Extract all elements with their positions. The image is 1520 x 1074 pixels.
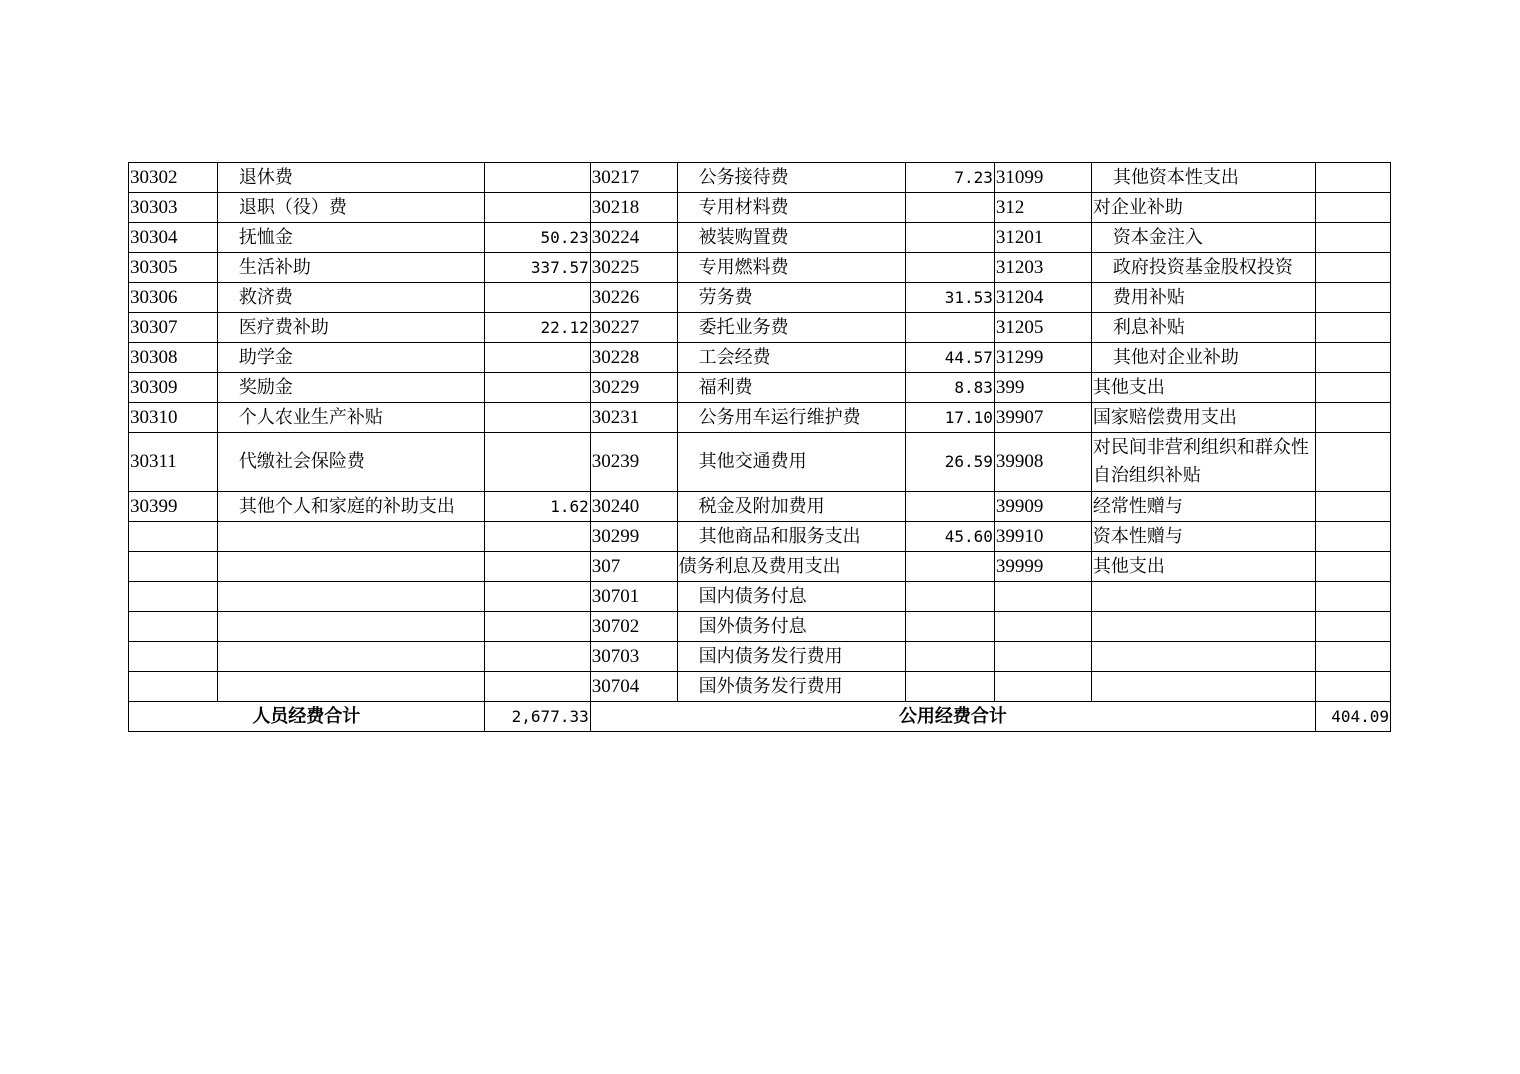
table-row <box>129 642 1391 672</box>
item-name: 利息补贴 <box>1091 313 1315 343</box>
item-code: 30303 <box>129 193 218 223</box>
item-amount: 337.57 <box>484 253 590 283</box>
item-code <box>129 672 218 702</box>
public-total-label: 公用经费合计 <box>590 702 1315 732</box>
item-code: 30302 <box>129 163 218 193</box>
item-amount <box>905 193 994 223</box>
item-amount <box>1316 642 1391 672</box>
item-amount: 45.60 <box>905 522 994 552</box>
item-code: 39999 <box>994 552 1091 582</box>
item-amount <box>1316 612 1391 642</box>
table-row <box>129 223 1391 253</box>
item-code: 31204 <box>994 283 1091 313</box>
item-name: 债务利息及费用支出 <box>677 552 905 582</box>
item-code: 30704 <box>590 672 677 702</box>
table-row <box>129 313 1391 343</box>
item-code: 30239 <box>590 433 677 492</box>
item-name: 对企业补助 <box>1091 193 1315 223</box>
item-amount <box>1316 283 1391 313</box>
item-code: 39907 <box>994 403 1091 433</box>
item-name: 劳务费 <box>677 283 905 313</box>
item-code: 399 <box>994 373 1091 403</box>
item-name: 国内债务发行费用 <box>677 642 905 672</box>
item-name: 税金及附加费用 <box>677 492 905 522</box>
table-row <box>129 283 1391 313</box>
item-code <box>129 552 218 582</box>
item-code: 39908 <box>994 433 1091 492</box>
item-name <box>1091 612 1315 642</box>
item-amount <box>484 433 590 492</box>
item-code: 39910 <box>994 522 1091 552</box>
item-code: 30306 <box>129 283 218 313</box>
item-amount <box>484 522 590 552</box>
item-name <box>217 582 484 612</box>
item-amount <box>484 672 590 702</box>
table-row <box>129 163 1391 193</box>
item-amount <box>905 253 994 283</box>
item-code <box>129 612 218 642</box>
item-code: 30217 <box>590 163 677 193</box>
item-name: 其他商品和服务支出 <box>677 522 905 552</box>
expense-table-body <box>129 163 1391 732</box>
item-amount <box>1316 223 1391 253</box>
item-amount <box>1316 403 1391 433</box>
item-name: 救济费 <box>217 283 484 313</box>
item-amount <box>905 223 994 253</box>
item-name: 其他对企业补助 <box>1091 343 1315 373</box>
item-amount <box>484 612 590 642</box>
table-row <box>129 253 1391 283</box>
item-amount: 31.53 <box>905 283 994 313</box>
item-name: 个人农业生产补贴 <box>217 403 484 433</box>
item-name: 对民间非营利组织和群众性自治组织补贴 <box>1091 433 1315 492</box>
item-name: 经常性赠与 <box>1091 492 1315 522</box>
item-code: 30228 <box>590 343 677 373</box>
item-name: 国外债务付息 <box>677 612 905 642</box>
item-code: 30227 <box>590 313 677 343</box>
item-amount <box>484 343 590 373</box>
totals-row <box>129 702 1391 732</box>
item-amount <box>1316 253 1391 283</box>
item-name <box>217 522 484 552</box>
item-name: 其他支出 <box>1091 552 1315 582</box>
item-name: 其他支出 <box>1091 373 1315 403</box>
table-row <box>129 403 1391 433</box>
item-code: 31299 <box>994 343 1091 373</box>
item-code: 30226 <box>590 283 677 313</box>
table-row <box>129 492 1391 522</box>
item-code: 30399 <box>129 492 218 522</box>
item-code <box>129 642 218 672</box>
item-code: 31205 <box>994 313 1091 343</box>
item-amount <box>905 642 994 672</box>
item-amount <box>1316 433 1391 492</box>
item-code: 31203 <box>994 253 1091 283</box>
item-code: 30310 <box>129 403 218 433</box>
item-name: 资本金注入 <box>1091 223 1315 253</box>
item-code: 312 <box>994 193 1091 223</box>
item-code <box>994 642 1091 672</box>
table-row <box>129 193 1391 223</box>
item-amount: 44.57 <box>905 343 994 373</box>
item-code: 307 <box>590 552 677 582</box>
item-amount <box>905 313 994 343</box>
item-code: 30299 <box>590 522 677 552</box>
item-amount <box>1316 672 1391 702</box>
item-name: 公务用车运行维护费 <box>677 403 905 433</box>
item-amount <box>905 552 994 582</box>
item-amount: 50.23 <box>484 223 590 253</box>
item-amount <box>484 403 590 433</box>
table-row <box>129 343 1391 373</box>
item-code: 30701 <box>590 582 677 612</box>
item-code <box>129 582 218 612</box>
expense-table <box>128 162 1391 732</box>
item-name: 其他交通费用 <box>677 433 905 492</box>
item-code: 39909 <box>994 492 1091 522</box>
item-amount <box>1316 163 1391 193</box>
item-name: 委托业务费 <box>677 313 905 343</box>
item-name: 福利费 <box>677 373 905 403</box>
item-amount <box>905 582 994 612</box>
item-name: 退休费 <box>217 163 484 193</box>
item-name: 资本性赠与 <box>1091 522 1315 552</box>
item-amount: 7.23 <box>905 163 994 193</box>
item-amount <box>1316 313 1391 343</box>
item-name <box>1091 642 1315 672</box>
item-amount <box>1316 582 1391 612</box>
item-amount <box>1316 193 1391 223</box>
item-amount <box>905 672 994 702</box>
item-code: 30304 <box>129 223 218 253</box>
item-code: 30224 <box>590 223 677 253</box>
item-amount: 8.83 <box>905 373 994 403</box>
item-amount <box>1316 343 1391 373</box>
item-amount <box>484 582 590 612</box>
expense-table-container <box>128 162 1391 732</box>
item-name: 其他个人和家庭的补助支出 <box>217 492 484 522</box>
item-name: 退职（役）费 <box>217 193 484 223</box>
item-amount <box>484 283 590 313</box>
table-row <box>129 522 1391 552</box>
item-amount <box>905 492 994 522</box>
item-name: 工会经费 <box>677 343 905 373</box>
table-row <box>129 582 1391 612</box>
item-code <box>994 582 1091 612</box>
item-code: 30308 <box>129 343 218 373</box>
item-name: 抚恤金 <box>217 223 484 253</box>
item-code: 30702 <box>590 612 677 642</box>
item-name: 奖励金 <box>217 373 484 403</box>
item-code <box>994 612 1091 642</box>
item-name: 国外债务发行费用 <box>677 672 905 702</box>
item-name <box>1091 672 1315 702</box>
item-code: 30307 <box>129 313 218 343</box>
item-name: 代缴社会保险费 <box>217 433 484 492</box>
item-name: 公务接待费 <box>677 163 905 193</box>
item-name <box>217 642 484 672</box>
item-amount <box>484 373 590 403</box>
item-name: 助学金 <box>217 343 484 373</box>
item-amount <box>1316 373 1391 403</box>
table-row <box>129 612 1391 642</box>
table-row <box>129 433 1391 492</box>
item-code: 30231 <box>590 403 677 433</box>
item-code: 30218 <box>590 193 677 223</box>
item-name: 费用补贴 <box>1091 283 1315 313</box>
item-name: 国内债务付息 <box>677 582 905 612</box>
item-name <box>217 552 484 582</box>
item-name: 专用材料费 <box>677 193 905 223</box>
item-amount <box>1316 552 1391 582</box>
item-amount: 26.59 <box>905 433 994 492</box>
item-amount: 22.12 <box>484 313 590 343</box>
item-amount: 1.62 <box>484 492 590 522</box>
item-code: 30311 <box>129 433 218 492</box>
item-code <box>129 522 218 552</box>
item-code: 30309 <box>129 373 218 403</box>
item-amount: 17.10 <box>905 403 994 433</box>
item-amount <box>1316 492 1391 522</box>
item-code: 30225 <box>590 253 677 283</box>
item-amount <box>484 163 590 193</box>
item-code: 30703 <box>590 642 677 672</box>
personnel-total-value: 2,677.33 <box>484 702 590 732</box>
item-code: 30305 <box>129 253 218 283</box>
item-code: 30240 <box>590 492 677 522</box>
item-amount <box>484 552 590 582</box>
item-name: 生活补助 <box>217 253 484 283</box>
item-amount <box>484 193 590 223</box>
table-row <box>129 672 1391 702</box>
item-name: 被装购置费 <box>677 223 905 253</box>
item-name: 国家赔偿费用支出 <box>1091 403 1315 433</box>
item-amount <box>1316 522 1391 552</box>
item-code: 31099 <box>994 163 1091 193</box>
item-name: 专用燃料费 <box>677 253 905 283</box>
item-amount <box>905 612 994 642</box>
item-name <box>217 672 484 702</box>
personnel-total-label: 人员经费合计 <box>129 702 485 732</box>
public-total-value: 404.09 <box>1316 702 1391 732</box>
item-name <box>217 612 484 642</box>
item-name: 医疗费补助 <box>217 313 484 343</box>
item-code: 30229 <box>590 373 677 403</box>
item-name <box>1091 582 1315 612</box>
item-code: 31201 <box>994 223 1091 253</box>
item-code <box>994 672 1091 702</box>
table-row <box>129 373 1391 403</box>
item-amount <box>484 642 590 672</box>
item-name: 政府投资基金股权投资 <box>1091 253 1315 283</box>
item-name: 其他资本性支出 <box>1091 163 1315 193</box>
table-row <box>129 552 1391 582</box>
